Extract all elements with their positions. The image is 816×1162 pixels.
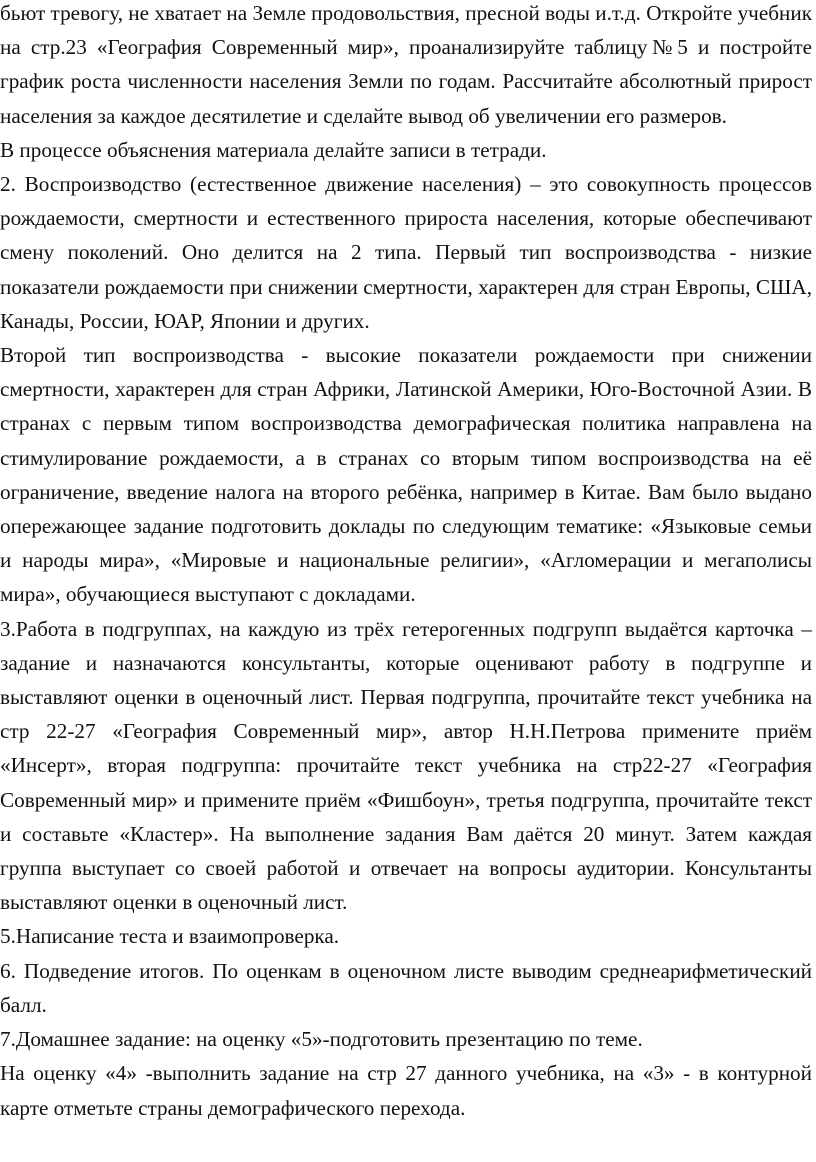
paragraph-test: 5.Написание теста и взаимопроверка.: [0, 924, 340, 949]
paragraph-summary: 6. Подведение итогов. По оценкам в оценочном листе выводим среднеарифметический балл.: [0, 958, 812, 1017]
paragraph-homework-grades: На оценку «4» -выполнить задание на стр 27 данного учебника, на «3» - в контурной карте отметьте страны демографического перехода.: [0, 1061, 812, 1120]
paragraph-second-type: Второй тип воспроизводства - высокие показатели рождаемости при снижении смертности, характерен для стран Африки, Латинской Америки, Юго-Восточной Азии. В странах с первым типом воспроизводства демографическая политика направлена на стимулирование рождаемости, а в странах со вторым типом воспроизводства на её ограничение, введение налога на второго ребёнка, например в Китае. Вам было выдано опережающее задание подготовить доклады по следующим тематике: «Языковые семьи и народы мира», «Мировые и национальные религии», «Агломерации и мегаполисы мира», обучающиеся выступают с докладами.: [0, 343, 812, 607]
paragraph-group-work: 3.Работа в подгруппах, на каждую из трёх гетерогенных подгрупп выдаётся карточка – задание и назначаются консультанты, которые оценивают работу в подгруппе и выставляют оценки в оценочный лист. Первая подгруппа, прочитайте текст учебника на стр 22-27 «География Современный мир», автор Н.Н.Петрова примените приём «Инсерт», вторая подгруппа: прочитайте текст учебника на стр22-27 «География Современный мир» и примените приём «Фишбоун», третья подгруппа, прочитайте текст и составьте «Кластер». На выполнение задания Вам даётся 20 минут. Затем каждая группа выступает со своей работой и отвечает на вопросы аудитории. Консультанты выставляют оценки в оценочный лист.: [0, 616, 812, 915]
paragraph-homework: 7.Домашнее задание: на оценку «5»-подготовить презентацию по теме.: [0, 1027, 643, 1052]
paragraph-reproduction-definition: 2. Воспроизводство (естественное движение населения) – это совокупность процессов рождаемости, смертности и естественного прироста населения, которые обеспечивают смену поколений. Оно делится на 2 типа. Первый тип воспроизводства - низкие показатели рождаемости при снижении смертности, характерен для стран Европы, США, Канады, России, ЮАР, Японии и других.: [0, 172, 812, 333]
paragraph-intro-task: бьют тревогу, не хватает на Земле продовольствия, пресной воды и.т.д. Откройте учебник на стр.23 «География Современный мир», проанализируйте таблицу№5 и постройте график роста численности населения Земли по годам. Рассчитайте абсолютный прирост населения за каждое десятилетие и сделайте вывод об увеличении его размеров.: [0, 1, 812, 128]
paragraph-notes-instruction: В процессе объяснения материала делайте записи в тетради.: [0, 137, 547, 162]
